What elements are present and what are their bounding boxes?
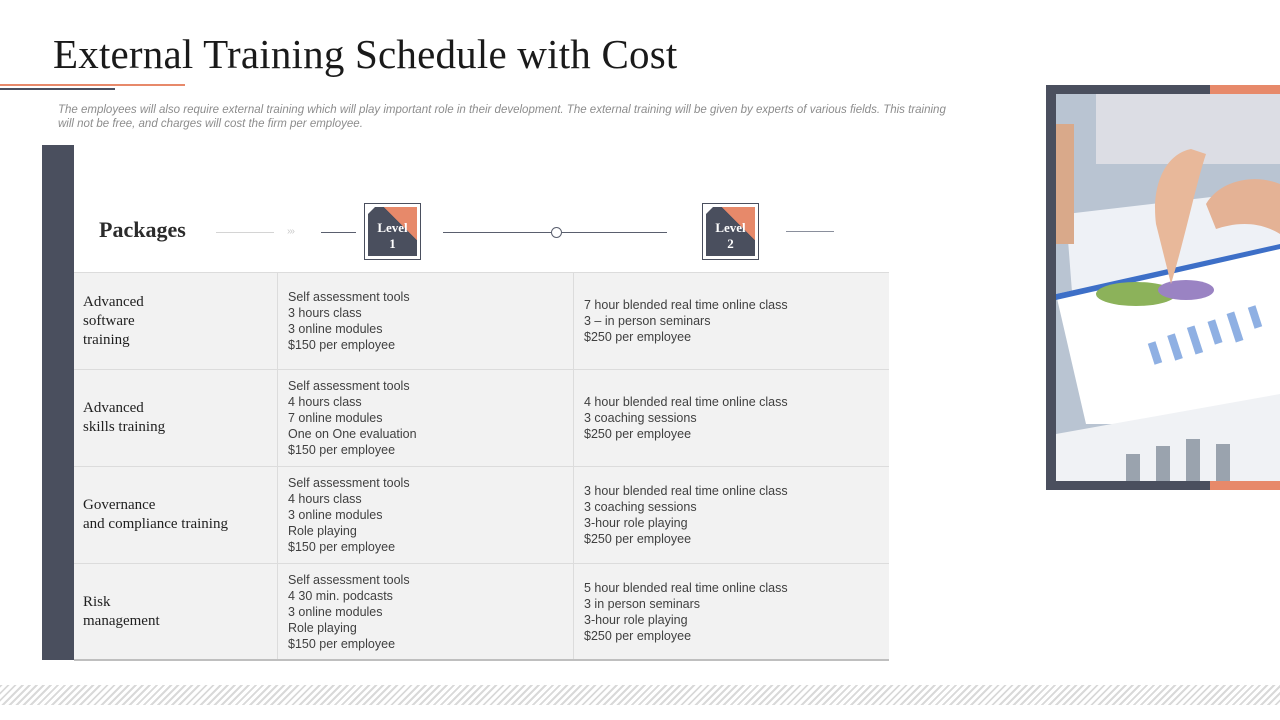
business-report-illustration bbox=[1056, 94, 1280, 481]
footer-stripe bbox=[0, 685, 1280, 705]
level-2-detail: 3 coaching sessions bbox=[584, 411, 697, 425]
level-1-detail: Self assessment tools bbox=[288, 476, 410, 490]
page-subtitle: The employees will also require external training which will play important role in their development. The external training will be given by experts of various fields. This training will not be free, and charges will cost the firm per employee. bbox=[58, 104, 946, 130]
business-report-photo bbox=[1056, 94, 1280, 481]
package-name: Governance and compliance training bbox=[83, 497, 228, 532]
table-row bbox=[74, 563, 889, 661]
level-2-detail: 3-hour role playing bbox=[584, 516, 688, 530]
packages-table bbox=[74, 272, 889, 661]
level-1-detail: One on One evaluation bbox=[288, 427, 417, 441]
package-name: Advanced skills training bbox=[83, 400, 166, 435]
level-1-detail: 3 hours class bbox=[288, 306, 362, 320]
level-2-detail: 5 hour blended real time online class bbox=[584, 580, 788, 595]
level-1-word: Level bbox=[377, 220, 408, 235]
level-2-detail: $250 per employee bbox=[584, 628, 692, 643]
level-1-detail: 3 online modules bbox=[288, 322, 383, 336]
level-1-detail: $150 per employee bbox=[288, 443, 396, 457]
photo-accent-top bbox=[1210, 85, 1280, 94]
level-2-detail: $250 per employee bbox=[584, 427, 692, 441]
arrow-chevrons-icon: ››› bbox=[216, 226, 294, 238]
connector-line-left bbox=[321, 232, 356, 233]
level-2-detail: 7 hour blended real time online class bbox=[584, 298, 788, 312]
level-1-detail: 4 hours class bbox=[288, 492, 362, 506]
table-row bbox=[74, 466, 889, 563]
level-2-badge bbox=[702, 203, 759, 260]
table-side-bar bbox=[42, 145, 74, 660]
level-2-word: Level bbox=[715, 220, 746, 235]
title-underline-accent bbox=[0, 84, 185, 86]
level-2-detail: 3-hour role playing bbox=[584, 612, 688, 627]
level-1-number: 1 bbox=[389, 236, 396, 251]
package-name: Advanced software training bbox=[83, 293, 144, 348]
level-1-detail: $150 per employee bbox=[288, 338, 396, 352]
level-1-detail: $150 per employee bbox=[288, 540, 396, 554]
page-title: External Training Schedule with Cost bbox=[53, 31, 678, 77]
table-row bbox=[74, 272, 889, 369]
level-1-detail: Role playing bbox=[288, 620, 357, 635]
level-1-detail: Self assessment tools bbox=[288, 290, 410, 304]
packages-label: Packages bbox=[99, 217, 186, 242]
connector-line-right bbox=[786, 231, 834, 232]
level-2-detail: $250 per employee bbox=[584, 532, 692, 546]
level-2-detail: 3 – in person seminars bbox=[584, 314, 711, 328]
level-1-detail: 4 hours class bbox=[288, 395, 362, 409]
level-1-detail: 3 online modules bbox=[288, 604, 383, 619]
title-underline-dark bbox=[0, 88, 115, 90]
level-1-detail: Role playing bbox=[288, 524, 357, 538]
level-2-detail: 3 in person seminars bbox=[584, 596, 701, 611]
level-1-detail: 4 30 min. podcasts bbox=[288, 588, 393, 603]
level-1-badge bbox=[364, 203, 421, 260]
connector-circle-icon bbox=[551, 227, 562, 238]
level-1-detail: 7 online modules bbox=[288, 411, 383, 425]
level-1-detail: Self assessment tools bbox=[288, 379, 410, 393]
level-2-number: 2 bbox=[727, 236, 734, 251]
level-1-detail: $150 per employee bbox=[288, 636, 396, 651]
level-1-detail: Self assessment tools bbox=[288, 572, 410, 587]
table-row bbox=[74, 369, 889, 466]
photo-accent-bottom bbox=[1210, 481, 1280, 490]
level-2-detail: $250 per employee bbox=[584, 330, 692, 344]
level-2-detail: 4 hour blended real time online class bbox=[584, 395, 788, 409]
level-2-detail: 3 hour blended real time online class bbox=[584, 484, 788, 498]
package-name: Risk management bbox=[83, 593, 160, 629]
level-2-detail: 3 coaching sessions bbox=[584, 500, 697, 514]
level-1-detail: 3 online modules bbox=[288, 508, 383, 522]
